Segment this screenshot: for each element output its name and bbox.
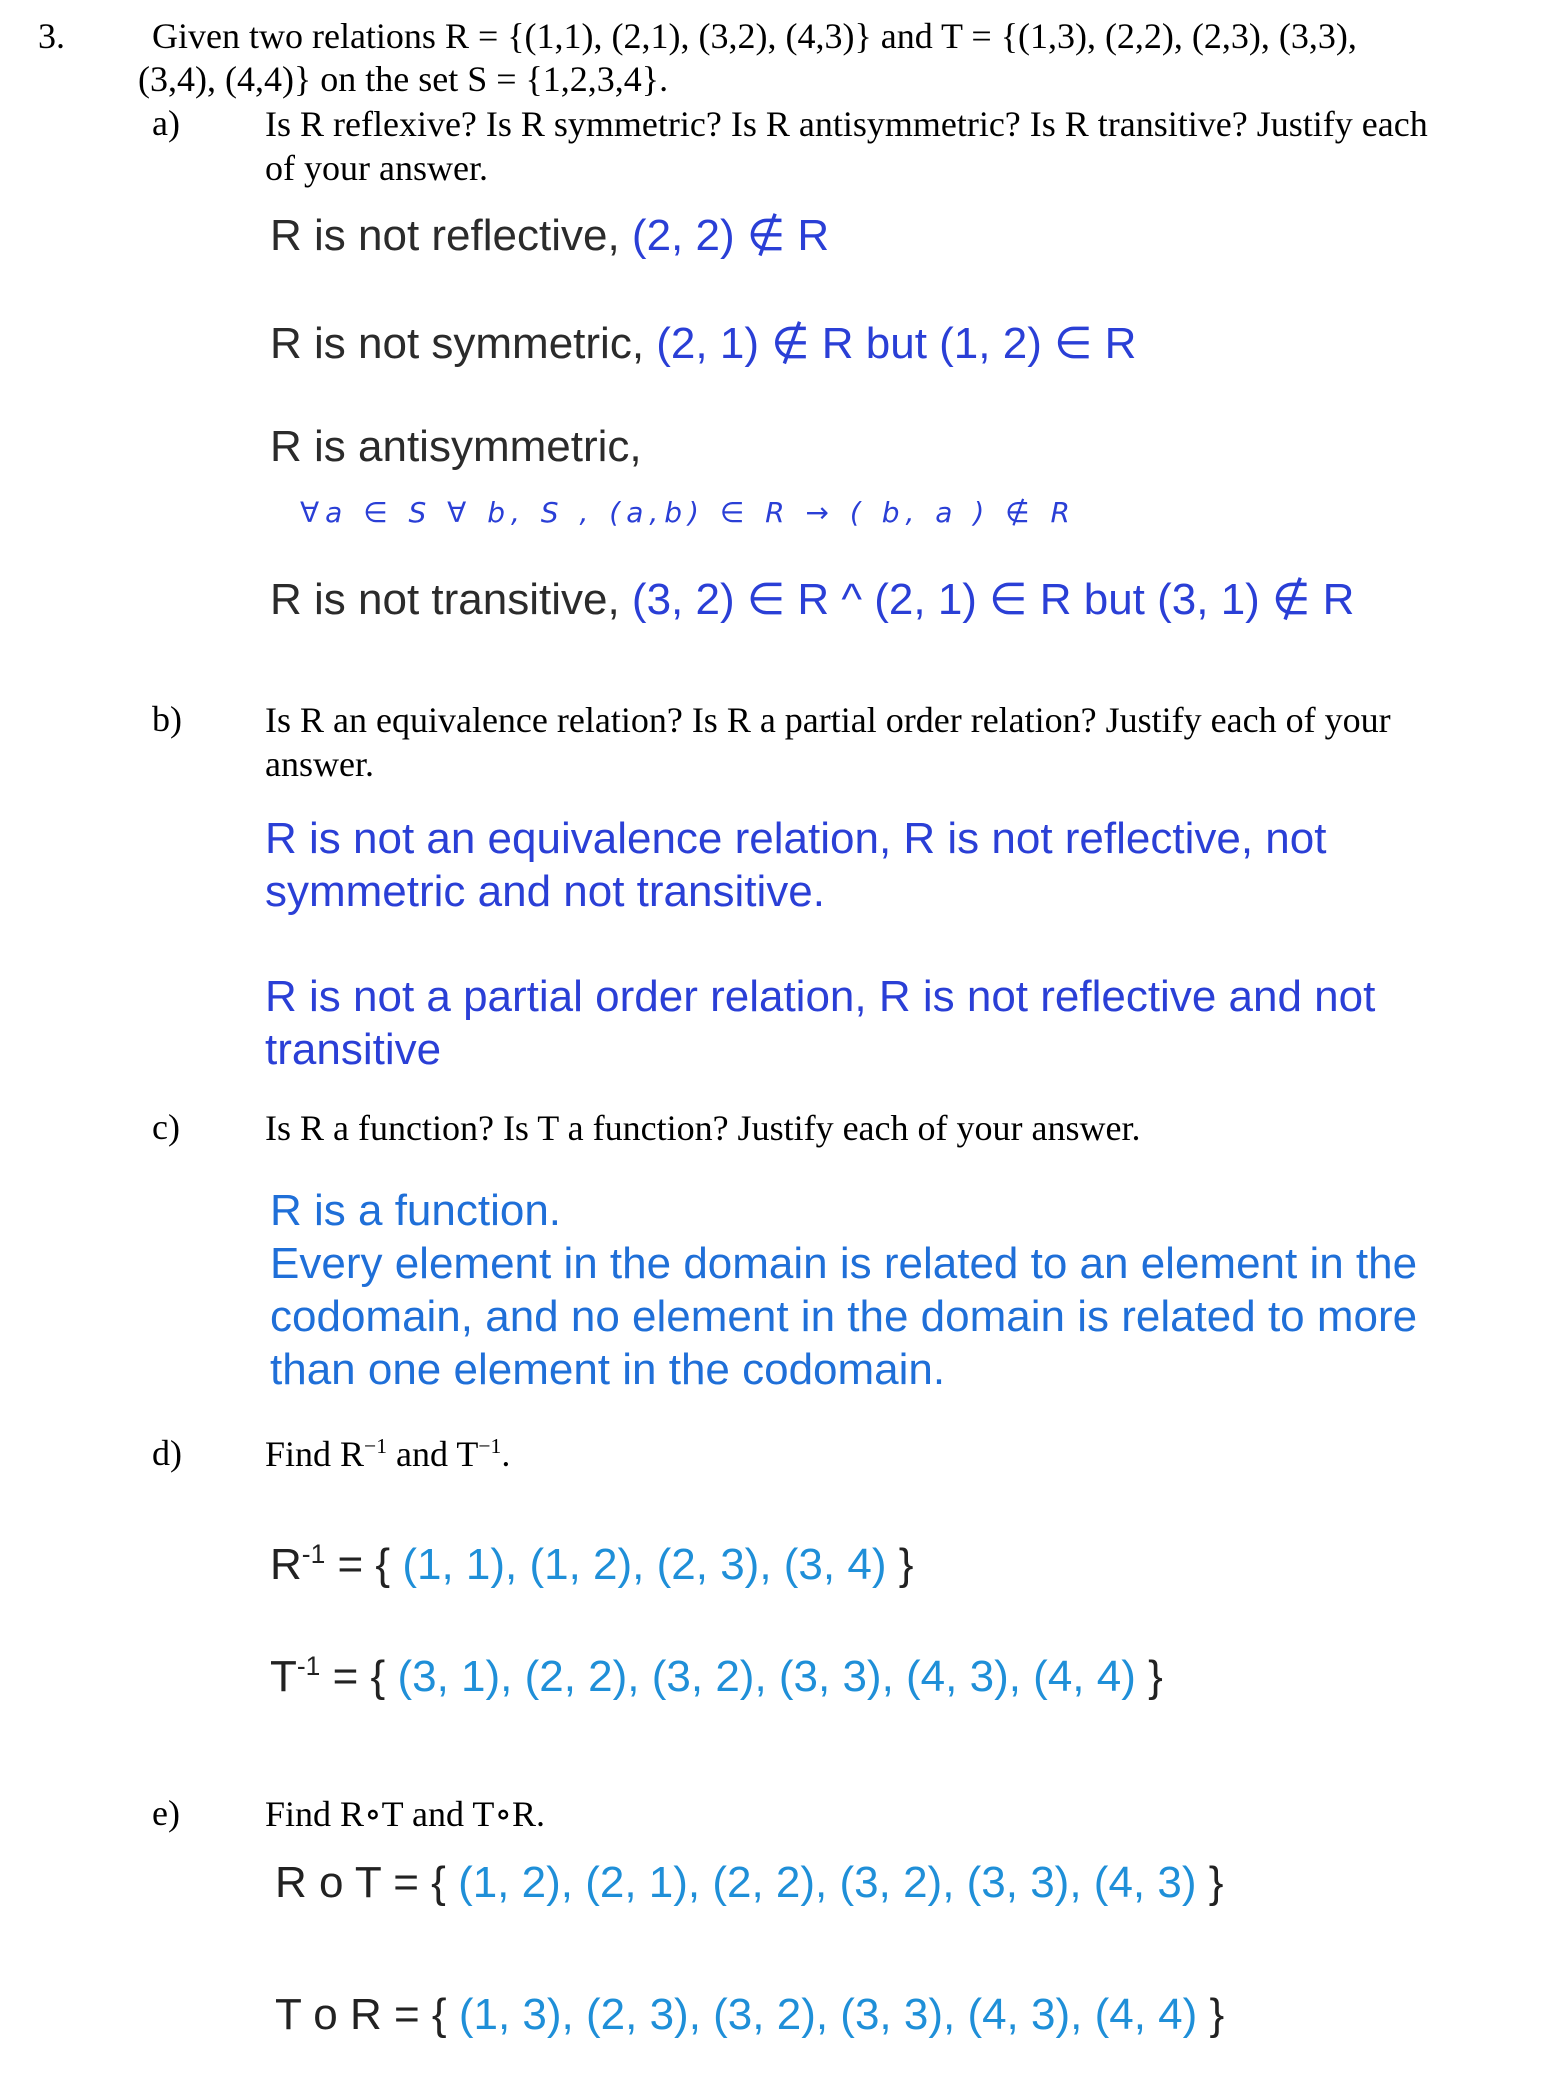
part-a-question-line2: of your answer. xyxy=(265,148,488,188)
antisymmetric-answer: R is antisymmetric, xyxy=(270,422,642,471)
part-a-label: a) xyxy=(152,103,180,143)
r-inverse-open: = { xyxy=(337,1540,391,1589)
part-a-question-line1: Is R reflexive? Is R symmetric? Is R antisymmetric? Is R transitive? Justify each xyxy=(265,104,1428,144)
transitive-justification: (3, 2) ∈ R ^ (2, 1) ∈ R but (3, 1) ∉ R xyxy=(631,575,1355,624)
part-d-and-t: and T xyxy=(396,1434,479,1474)
equivalence-answer-line2: symmetric and not transitive. xyxy=(265,867,825,916)
part-d-t-superscript: −1 xyxy=(478,1434,502,1459)
t-compose-r-answer xyxy=(275,1990,1224,2040)
function-answer-line2: Every element in the domain is related to an element in the xyxy=(270,1239,1418,1288)
part-d-r-superscript: −1 xyxy=(364,1434,388,1459)
part-d-find-r: Find R xyxy=(265,1434,365,1474)
r-inverse-superscript: -1 xyxy=(301,1539,326,1570)
t-inverse-open: = { xyxy=(332,1652,386,1701)
part-b-question-line2: answer. xyxy=(265,744,374,784)
r-compose-t-lhs: R o T = { xyxy=(275,1858,446,1907)
question-intro-line2: (3,4), (4,4)} on the set S = {1,2,3,4}. xyxy=(138,59,669,99)
part-e-label: e) xyxy=(152,1793,180,1833)
part-b-question-line1: Is R an equivalence relation? Is R a partial order relation? Justify each of your xyxy=(265,700,1391,740)
function-answer-line4: than one element in the codomain. xyxy=(270,1345,946,1394)
r-compose-t-pairs: (1, 2), (2, 1), (2, 2), (3, 2), (3, 3), (4, 3) xyxy=(458,1858,1197,1907)
part-d-period: . xyxy=(501,1434,511,1474)
reflexive-head: R is not reflective, xyxy=(270,211,620,260)
function-answer-line3: codomain, and no element in the domain is related to more xyxy=(270,1292,1418,1341)
r-inverse-close: } xyxy=(898,1540,914,1589)
equivalence-answer-line1: R is not an equivalence relation, R is not reflective, not xyxy=(265,814,1327,863)
r-inverse-pairs: (1, 1), (1, 2), (2, 3), (3, 4) xyxy=(402,1540,887,1589)
question-number: 3. xyxy=(38,16,65,56)
reflexive-answer xyxy=(270,210,829,261)
part-c-question: Is R a function? Is T a function? Justify each of your answer. xyxy=(265,1108,1141,1148)
t-inverse-superscript: -1 xyxy=(296,1651,321,1682)
part-d-question xyxy=(265,1432,510,1476)
partial-order-answer-line1: R is not a partial order relation, R is not reflective and not xyxy=(265,972,1376,1021)
r-compose-t-close: } xyxy=(1208,1858,1224,1907)
part-e-question: Find R∘T and T∘R. xyxy=(265,1794,546,1834)
partial-order-answer-line2: transitive xyxy=(265,1025,442,1074)
t-compose-r-pairs: (1, 3), (2, 3), (3, 2), (3, 3), (4, 3), (4, 4) xyxy=(458,1990,1198,2039)
r-inverse-lhs: R xyxy=(270,1540,302,1589)
question-intro-line1: Given two relations R = {(1,1), (2,1), (3,2), (4,3)} and T = {(1,3), (2,2), (2,3), (3,3), xyxy=(152,16,1357,56)
reflexive-justification: (2, 2) ∉ R xyxy=(631,211,830,260)
r-inverse-answer xyxy=(270,1540,913,1590)
symmetric-justification: (2, 1) ∉ R but (1, 2) ∈ R xyxy=(656,319,1137,368)
t-compose-r-lhs: T o R = { xyxy=(275,1990,447,2039)
r-compose-t-answer xyxy=(275,1858,1223,1908)
transitive-answer xyxy=(270,574,1354,625)
part-d-label: d) xyxy=(152,1433,182,1473)
symmetric-head: R is not symmetric, xyxy=(270,319,645,368)
t-compose-r-close: } xyxy=(1209,1990,1225,2039)
t-inverse-lhs: T xyxy=(270,1652,297,1701)
function-answer-line1: R is a function. xyxy=(270,1186,562,1235)
part-b-label: b) xyxy=(152,699,182,739)
transitive-head: R is not transitive, xyxy=(270,575,620,624)
symmetric-answer xyxy=(270,318,1136,369)
t-inverse-answer xyxy=(270,1652,1163,1702)
t-inverse-close: } xyxy=(1148,1652,1163,1701)
antisymmetric-handwritten-justification: ∀a ∈ S ∀ b, S , (a,b) ∈ R → ( b, a ) ∉ R xyxy=(300,496,1076,529)
part-c-label: c) xyxy=(152,1107,180,1147)
t-inverse-pairs: (3, 1), (2, 2), (3, 2), (3, 3), (4, 3), (4, 4) xyxy=(397,1652,1136,1701)
